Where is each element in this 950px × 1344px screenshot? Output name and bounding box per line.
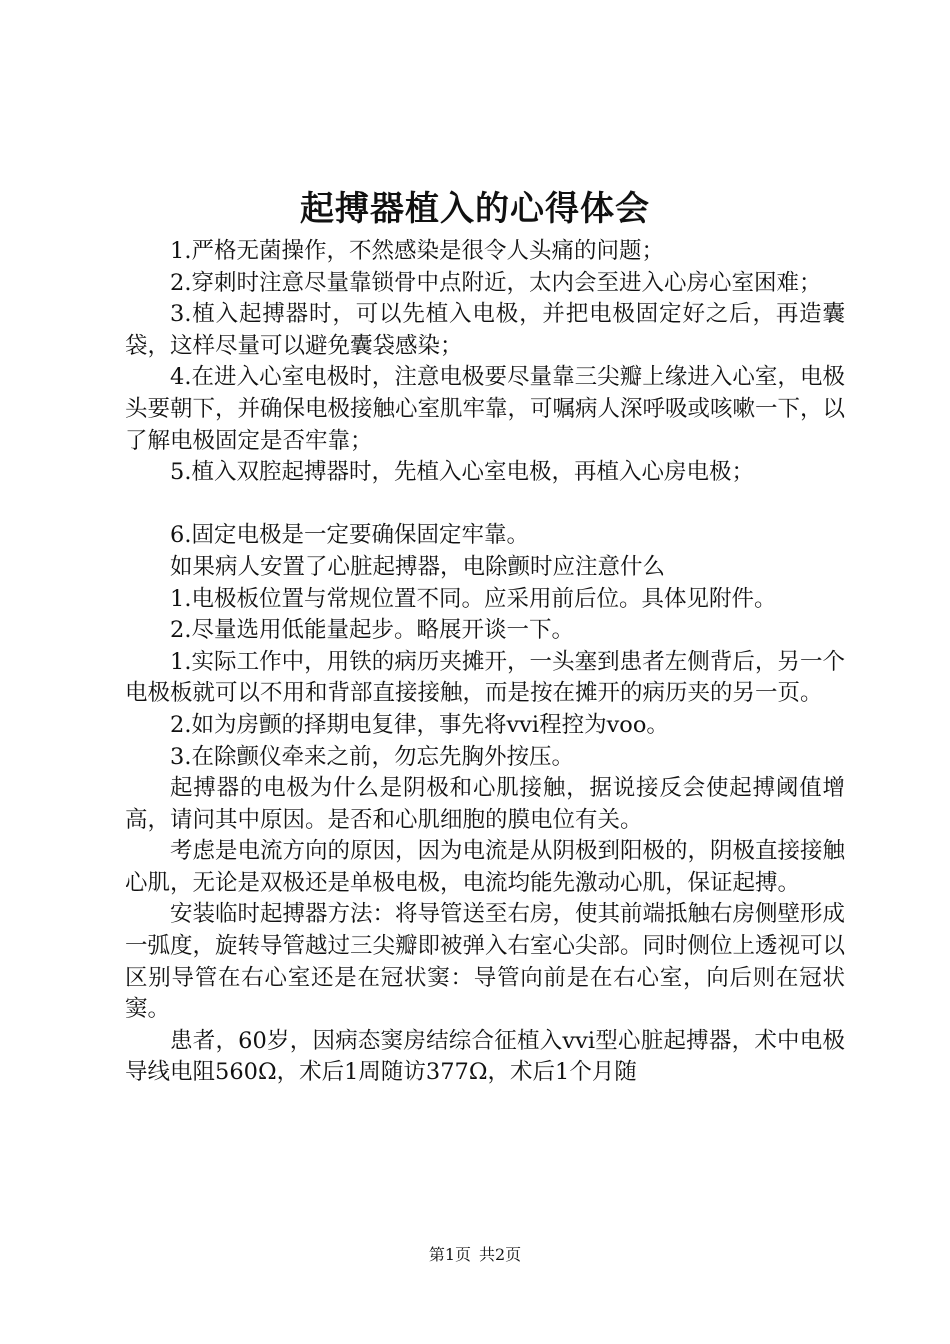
paragraph: 患者，60岁，因病态窦房结综合征植入vvi型心脏起搏器，术中电极导线电阻560Ω，术后1周随访377Ω，术后1个月随 <box>125 1027 845 1086</box>
page-footer <box>0 1244 950 1266</box>
paragraph: 1.实际工作中，用铁的病历夹摊开，一头塞到患者左侧背后，另一个电极板就可以不用和背部直接接触，而是按在摊开的病历夹的另一页。 <box>125 648 845 707</box>
paragraph: 6.固定电极是一定要确保固定牢靠。 <box>170 522 529 549</box>
paragraph: 1.严格无菌操作，不然感染是很令人头痛的问题； <box>170 238 664 264</box>
paragraph: 3.植入起搏器时，可以先植入电极，并把电极固定好之后，再造囊袋，这样尽量可以避免囊袋感染； <box>125 301 845 359</box>
page-number-total: 共2页 <box>479 1245 522 1264</box>
paragraph: 2.如为房颤的择期电复律，事先将vvi程控为voo。 <box>170 711 669 738</box>
paragraph: 4.在进入心室电极时，注意电极要尽量靠三尖瓣上缘进入心室，电极头要朝下，并确保电极接触心室肌牢靠，可嘱病人深呼吸或咳嗽一下，以了解电极固定是否牢靠； <box>125 364 846 454</box>
paragraph: 1.电极板位置与常规位置不同。应采用前后位。具体见附件。 <box>170 585 777 612</box>
page-number-current: 第1页 <box>428 1245 471 1264</box>
paragraph: 考虑是电流方向的原因，因为电流是从阴极到阳极的，阴极直接接触心肌，无论是双极还是单极电极，电流均能先激动心肌，保证起搏。 <box>125 838 846 896</box>
document-body <box>125 236 845 1089</box>
paragraph: 5.植入双腔起搏器时，先植入心室电极，再植入心房电极； <box>170 459 754 486</box>
paragraph: 安装临时起搏器方法：将导管送至右房，使其前端抵触右房侧壁形成一弧度，旋转导管越过三尖瓣即被弹入右室心尖部。同时侧位上透视可以区别导管在右心室还是在冠状窦：导管向前是在右心室，向后则在冠状窦。 <box>125 901 846 1023</box>
document-title: 起搏器植入的心得体会 <box>300 189 650 229</box>
paragraph: 如果病人安置了心脏起搏器，电除颤时应注意什么 <box>170 553 666 580</box>
paragraph: 2.穿刺时注意尽量靠锁骨中点附近，太内会至进入心房心室困难； <box>170 269 822 296</box>
paragraph: 2.尽量选用低能量起步。略展开谈一下。 <box>170 617 574 644</box>
paragraph: 3.在除颤仪牵来之前，勿忘先胸外按压。 <box>170 743 574 770</box>
paragraph: 起搏器的电极为什么是阴极和心肌接触，据说接反会使起搏阈值增高，请问其中原因。是否和心肌细胞的膜电位有关。 <box>125 775 845 833</box>
